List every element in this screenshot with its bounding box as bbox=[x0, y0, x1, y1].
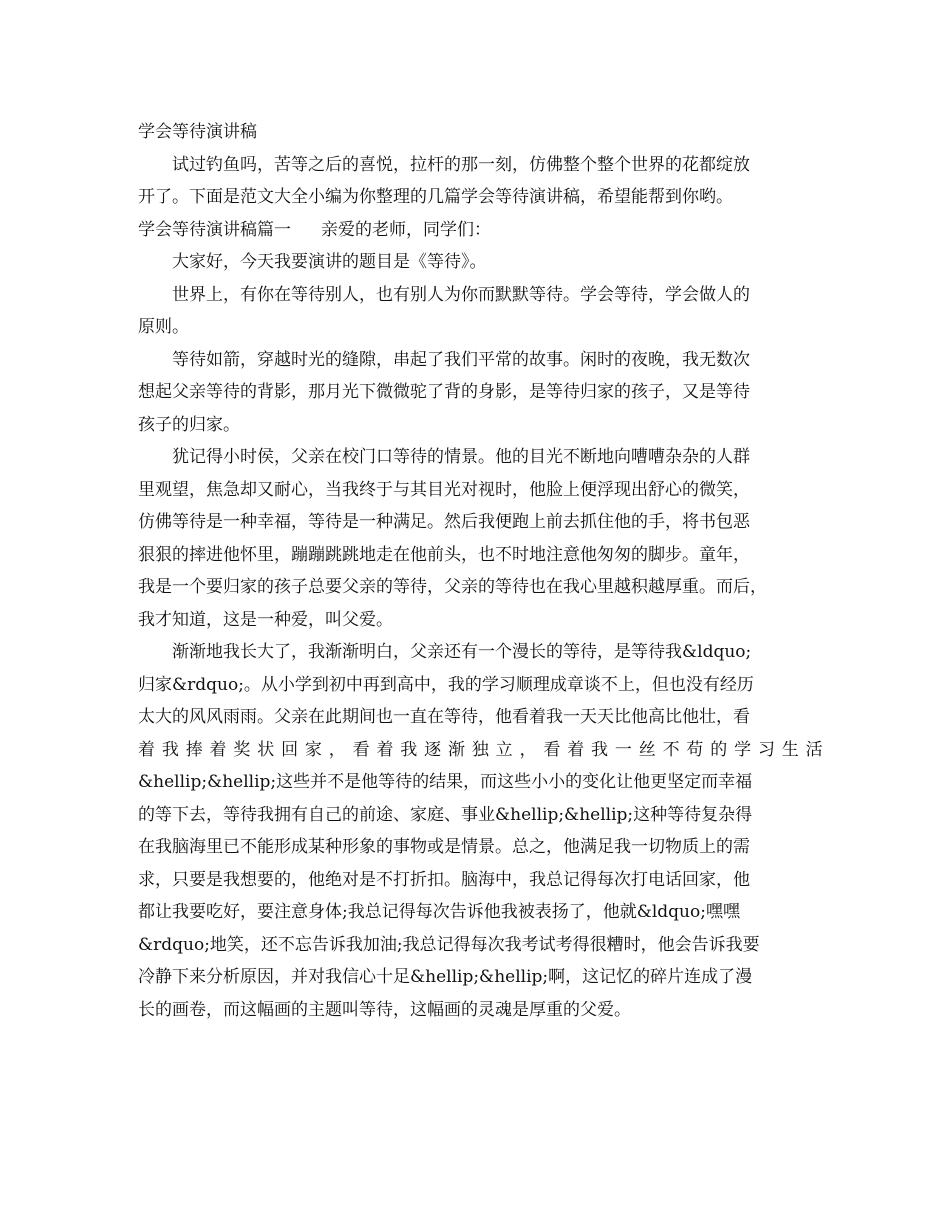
spaced-character: 着 bbox=[376, 739, 394, 760]
paragraph-line: 等待如箭，穿越时光的缝隙，串起了我们平常的故事。闲时的夜晚，我无数次 bbox=[172, 349, 750, 370]
paragraph-line: 开了。下面是范文大全小编为你整理的几篇学会等待演讲稿，希望能帮到你哟。 bbox=[138, 187, 733, 207]
paragraph-line: 仿佛等待是一种幸福，等待是一种满足。然后我便跑上前去抓住他的手，将书包恶 bbox=[138, 512, 750, 532]
paragraph-line: 想起父亲等待的背影，那月光下微微驼了背的身影，是等待归家的孩子，又是等待 bbox=[138, 382, 750, 402]
spaced-character: 我 bbox=[161, 739, 179, 760]
spaced-character: 回 bbox=[281, 739, 299, 760]
spaced-character: 立 bbox=[495, 739, 513, 760]
paragraph-line: 原则。 bbox=[138, 317, 189, 337]
spaced-character: 家 bbox=[304, 739, 322, 760]
spaced-character: 奖 bbox=[233, 739, 251, 760]
paragraph-line: 归家&rdquo;。从小学到初中再到高中，我的学习顺理成章谈不上，但也没有经历 bbox=[138, 674, 754, 695]
spaced-character: 丝 bbox=[638, 739, 656, 760]
spaced-character: 习 bbox=[757, 739, 775, 760]
spaced-character: 不 bbox=[662, 739, 680, 760]
document-title: 学会等待演讲稿 bbox=[138, 122, 257, 142]
paragraph-line: 狠狠的摔进他怀里，蹦蹦跳跳地走在他前头，也不时地注意他匆匆的脚步。童年， bbox=[138, 544, 750, 565]
spaced-character: 渐 bbox=[447, 739, 465, 760]
paragraph-line: 渐渐地我长大了，我渐渐明白，父亲还有一个漫长的等待，是等待我&ldquo; bbox=[172, 642, 752, 662]
section-heading: 学会等待演讲稿篇一 bbox=[138, 219, 291, 240]
paragraph-line: 我是一个要归家的孩子总要父亲的等待，父亲的等待也在我心里越积越厚重。而后， bbox=[138, 577, 767, 597]
spaced-character: 一 bbox=[614, 739, 632, 760]
spaced-character: 我 bbox=[400, 739, 418, 760]
spaced-character: 着 bbox=[138, 739, 155, 760]
paragraph-line: 我才知道，这是一种爱，叫父爱。 bbox=[138, 609, 393, 630]
paragraph-line: 试过钓鱼吗，苦等之后的喜悦，拉杆的那一刻，仿佛整个整个世界的花都绽放 bbox=[172, 154, 750, 175]
paragraph-line: 的等下去，等待我拥有自己的前途、家庭、事业&hellip;&hellip;这种等待复杂得 bbox=[138, 804, 753, 825]
spaced-character: 逐 bbox=[424, 739, 442, 760]
spaced-character: 我 bbox=[591, 739, 609, 760]
paragraph-line: 在我脑海里已不能形成某种形象的事物或是情景。总之，他满足我一切物质上的需 bbox=[138, 837, 750, 857]
spaced-character: 的 bbox=[710, 739, 728, 760]
spaced-character: 活 bbox=[805, 739, 823, 760]
paragraph-line: 求，只要是我想要的，他绝对是不打折扣。脑海中，我总记得每次打电话回家，他 bbox=[138, 869, 750, 890]
paragraph-line: 都让我要吃好，要注意身体;我总记得每次告诉他我被表扬了，他就&ldquo;嘿嘿 bbox=[138, 902, 740, 922]
paragraph-line: &rdquo;地笑，还不忘告诉我加油;我总记得每次我考试考得很糟时，他会告诉我要 bbox=[138, 934, 760, 955]
paragraph-line: 里观望，焦急却又耐心，当我终于与其目光对视时，他脸上便浮现出舒心的微笑， bbox=[138, 479, 750, 500]
section-heading-line bbox=[138, 214, 823, 247]
paragraph-line: 大家好，今天我要演讲的题目是《等待》。 bbox=[172, 252, 487, 272]
spaced-character: 生 bbox=[781, 739, 799, 760]
spaced-character: 学 bbox=[734, 739, 752, 760]
spaced-character: 状 bbox=[257, 739, 275, 760]
spaced-character: 着 bbox=[567, 739, 585, 760]
paragraph-line: 世界上，有你在等待别人，也有别人为你而默默等待。学会等待，学会做人的 bbox=[172, 284, 750, 305]
paragraph-line: 孩子的归家。 bbox=[138, 414, 240, 435]
spaced-character: 独 bbox=[471, 739, 489, 760]
spaced-character: ， bbox=[519, 739, 537, 760]
document-body bbox=[138, 116, 823, 1026]
spaced-character: ， bbox=[328, 739, 346, 760]
paragraph-line-justified bbox=[138, 734, 823, 767]
paragraph-line: 冷静下来分析原因，并对我信心十足&hellip;&hellip;啊，这记忆的碎片连成了漫 bbox=[138, 967, 753, 987]
spaced-character: 看 bbox=[352, 739, 370, 760]
paragraph-line: 犹记得小时侯，父亲在校门口等待的情景。他的目光不断地向嘈嘈杂杂的人群 bbox=[172, 447, 750, 467]
paragraph-line: &hellip;&hellip;这些并不是他等待的结果，而这些小小的变化让他更坚定而幸福 bbox=[138, 772, 753, 792]
salutation: 亲爱的老师，同学们： bbox=[321, 219, 491, 240]
paragraph-line: 长的画卷，而这幅画的主题叫等待，这幅画的灵魂是厚重的父爱。 bbox=[138, 999, 631, 1020]
spaced-character: 着 bbox=[209, 739, 227, 760]
spaced-character: 苟 bbox=[686, 739, 704, 760]
spaced-character: 看 bbox=[543, 739, 561, 760]
spaced-character: 捧 bbox=[185, 739, 203, 760]
paragraph-line: 太大的风风雨雨。父亲在此期间也一直在等待，他看着我一天天比他高比他壮，看 bbox=[138, 707, 750, 727]
